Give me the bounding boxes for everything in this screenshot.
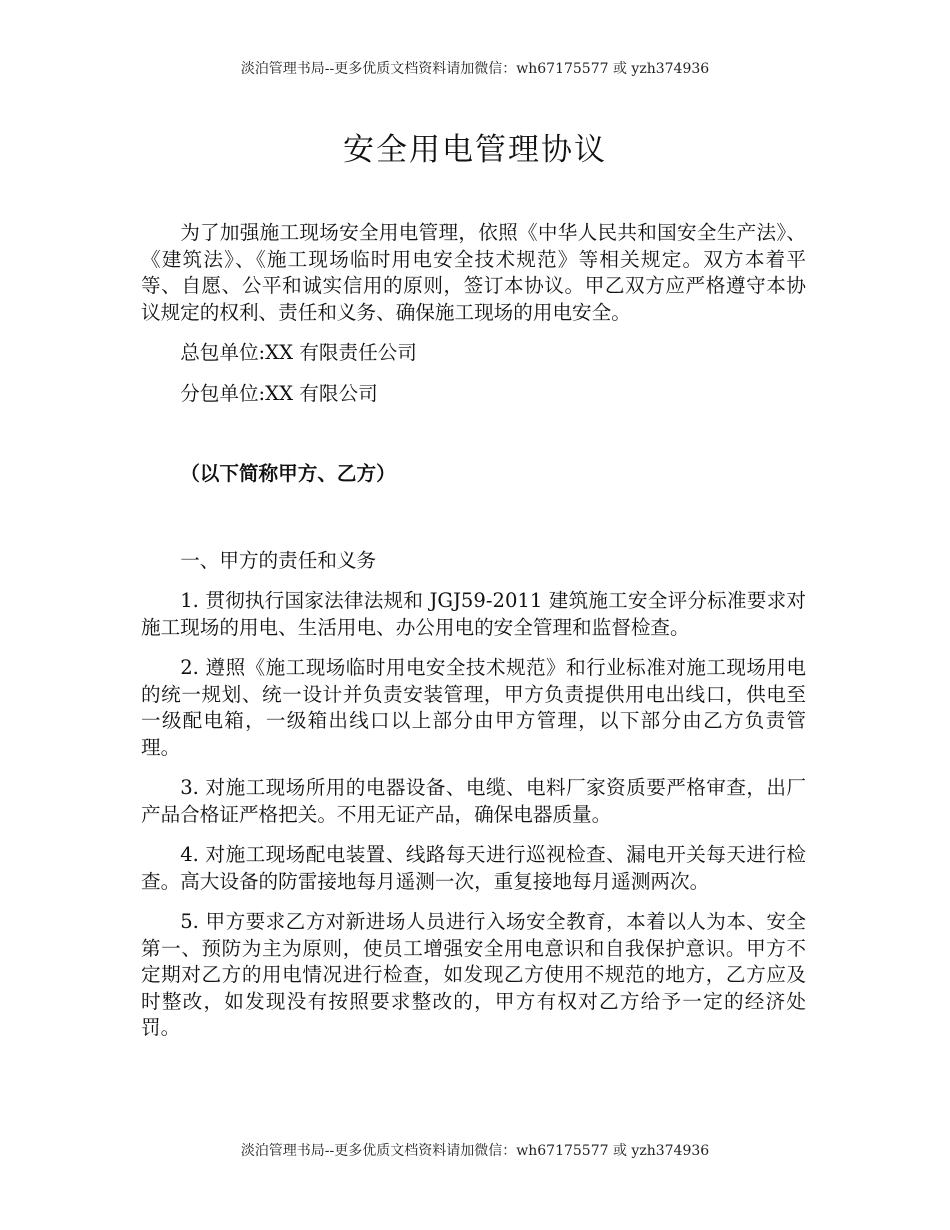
intro-paragraph: 为了加强施工现场安全用电管理，依照《中华人民共和国安全生产法》、《建筑法》、《施工现场临时用电安全技术规范》等相关规定。双方本着平等、自愿、公平和诚实信用的原则，签订本协议。甲乙双方应严格遵守本协议规定的权利、责任和义务、确保施工现场的用电安全。 xyxy=(141,221,806,324)
section-1-item: 4. 对施工现场配电装置、线路每天进行巡视检查、漏电开关每天进行检查。高大设备的防雷接地每月遥测一次，重复接地每月遥测两次。 xyxy=(141,843,806,893)
page-footer: 淡泊管理书局--更多优质文档资料请加微信：wh67175577 或 yzh374936 xyxy=(240,1143,710,1159)
section-1-item: 2. 遵照《施工现场临时用电安全技术规范》和行业标准对施工现场用电的统一规划、统一设计并负责安装管理，甲方负责提供用电出线口，供电至一级配电箱，一级箱出线口以上部分由甲方管理，以下部分由乙方负责管理。 xyxy=(141,656,806,759)
section-1-item: 3. 对施工现场所用的电器设备、电缆、电料厂家资质要严格审查，出厂产品合格证严格把关。不用无证产品，确保电器质量。 xyxy=(141,776,806,826)
abbreviation-note: （以下简称甲方、乙方） xyxy=(180,462,396,485)
document-title: 安全用电管理协议 xyxy=(343,132,607,168)
section-1-item: 5. 甲方要求乙方对新进场人员进行入场安全教育，本着以人为本、安全第一、预防为主为原则，使员工增强安全用电意识和自我保护意识。甲方不定期对乙方的用电情况进行检查，如发现乙方使用不规范的地方，乙方应及时整改，如发现没有按照要求整改的，甲方有权对乙方给予一定的经济处罚。 xyxy=(141,910,806,1039)
page-header: 淡泊管理书局--更多优质文档资料请加微信：wh67175577 或 yzh374936 xyxy=(240,61,710,77)
party-b-line: 分包单位:XX 有限公司 xyxy=(180,381,378,405)
section-1-item: 1. 贯彻执行国家法律法规和 JGJ59-2011 建筑施工安全评分标准要求对施工现场的用电、生活用电、办公用电的安全管理和监督检查。 xyxy=(141,589,806,639)
party-a-line: 总包单位:XX 有限责任公司 xyxy=(180,341,417,364)
section-1-heading: 一、甲方的责任和义务 xyxy=(180,548,377,572)
document-body xyxy=(141,220,806,1042)
